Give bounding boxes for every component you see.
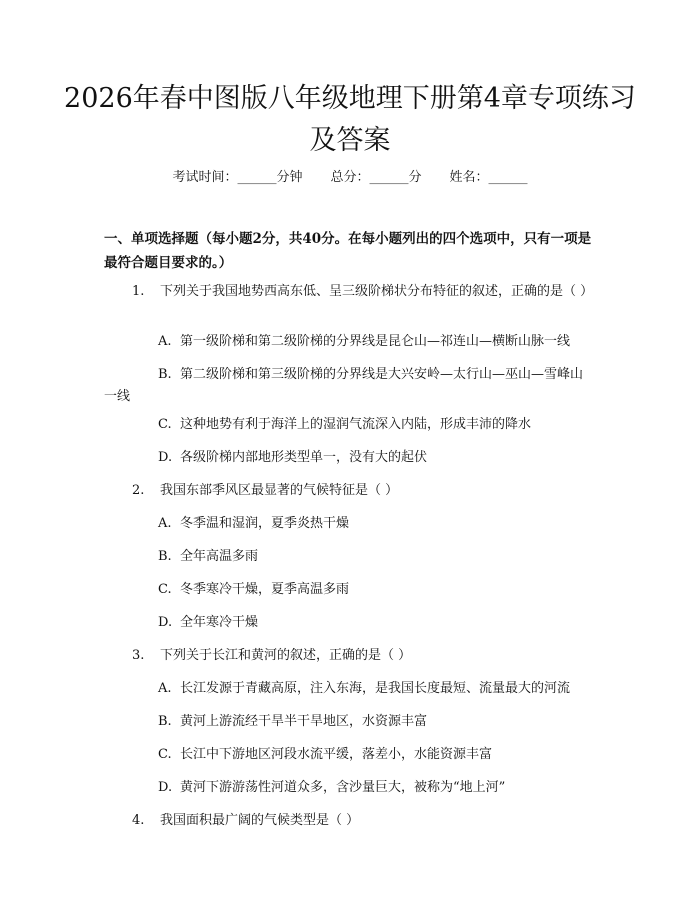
option-text: 长江发源于青藏高原，注入东海，是我国长度最短、流量最大的河流 (180, 681, 571, 696)
question-4 (104, 810, 594, 832)
option-letter: C. (158, 582, 172, 597)
option-letter: D. (158, 780, 173, 795)
option-letter: A. (158, 516, 172, 531)
name-label: 姓名： (449, 170, 489, 185)
question-1-option-a (104, 331, 594, 353)
option-text: 冬季寒冷干燥，夏季高温多雨 (180, 582, 350, 597)
option-text: 黄河下游游荡性河道众多，含沙量巨大，被称为“地上河” (180, 780, 506, 795)
option-text: 冬季温和湿润，夏季炎热干燥 (180, 516, 350, 531)
option-text: 黄河上游流经干旱半干旱地区，水资源丰富 (180, 714, 428, 729)
option-letter: D. (158, 450, 173, 465)
question-number: 2. (132, 483, 145, 498)
option-letter: D. (158, 615, 173, 630)
exam-info (0, 168, 700, 188)
question-3-option-a (104, 678, 594, 700)
option-letter: C. (158, 417, 172, 432)
question-stem: 下列关于长江和黄河的叙述，正确的是（ ） (160, 648, 412, 663)
question-1 (104, 281, 594, 303)
option-letter: A. (158, 334, 172, 349)
option-text: 全年高温多雨 (180, 549, 259, 564)
option-text: 长江中下游地区河段水流平缓，落差小，水能资源丰富 (180, 747, 493, 762)
score-unit: 分 (408, 170, 422, 185)
option-text: 第二级阶梯和第三级阶梯的分界线是大兴安岭—太行山—巫山—雪峰山一线 (104, 367, 584, 404)
question-3-option-d (104, 777, 594, 799)
time-unit: 分钟 (276, 170, 303, 185)
name-blank: ______ (488, 170, 528, 185)
document-title: 2026年春中图版八年级地理下册第4章专项练习及答案 (64, 83, 636, 156)
question-stem: 下列关于我国地势西高东低、呈三级阶梯状分布特征的叙述，正确的是（ ） (160, 284, 594, 299)
option-letter: A. (158, 681, 172, 696)
section-heading: 一、单项选择题（每小题2分，共40分。在每小题列出的四个选项中，只有一项是最符合题目要求的。） (104, 231, 592, 271)
question-stem: 我国面积最广阔的气候类型是（ ） (160, 813, 360, 828)
question-number: 3. (132, 648, 145, 663)
time-blank: ______ (237, 170, 277, 185)
question-3 (104, 645, 594, 667)
time-label: 考试时间： (172, 170, 238, 185)
option-text: 各级阶梯内部地形类型单一，没有大的起伏 (180, 450, 428, 465)
question-number: 1. (132, 284, 145, 299)
option-text: 这种地势有利于海洋上的湿润气流深入内陆，形成丰沛的降水 (180, 417, 532, 432)
option-letter: B. (158, 367, 172, 382)
question-2-option-a (104, 513, 594, 535)
question-2-option-b (104, 546, 594, 568)
question-2-option-d (104, 612, 594, 634)
option-letter: B. (158, 549, 172, 564)
question-2 (104, 480, 594, 502)
question-stem: 我国东部季风区最显著的气候特征是（ ） (160, 483, 399, 498)
question-3-option-b (104, 711, 594, 733)
score-blank: ______ (369, 170, 409, 185)
question-3-option-c (104, 744, 594, 766)
option-text: 全年寒冷干燥 (180, 615, 259, 630)
option-text: 第一级阶梯和第二级阶梯的分界线是昆仑山—祁连山—横断山脉一线 (180, 334, 571, 349)
score-label: 总分： (330, 170, 370, 185)
question-1-option-b (104, 364, 594, 408)
question-1-option-d (104, 447, 594, 469)
option-letter: B. (158, 714, 172, 729)
question-2-option-c (104, 579, 594, 601)
question-number: 4. (132, 813, 145, 828)
question-1-option-c (104, 414, 594, 436)
option-letter: C. (158, 747, 172, 762)
